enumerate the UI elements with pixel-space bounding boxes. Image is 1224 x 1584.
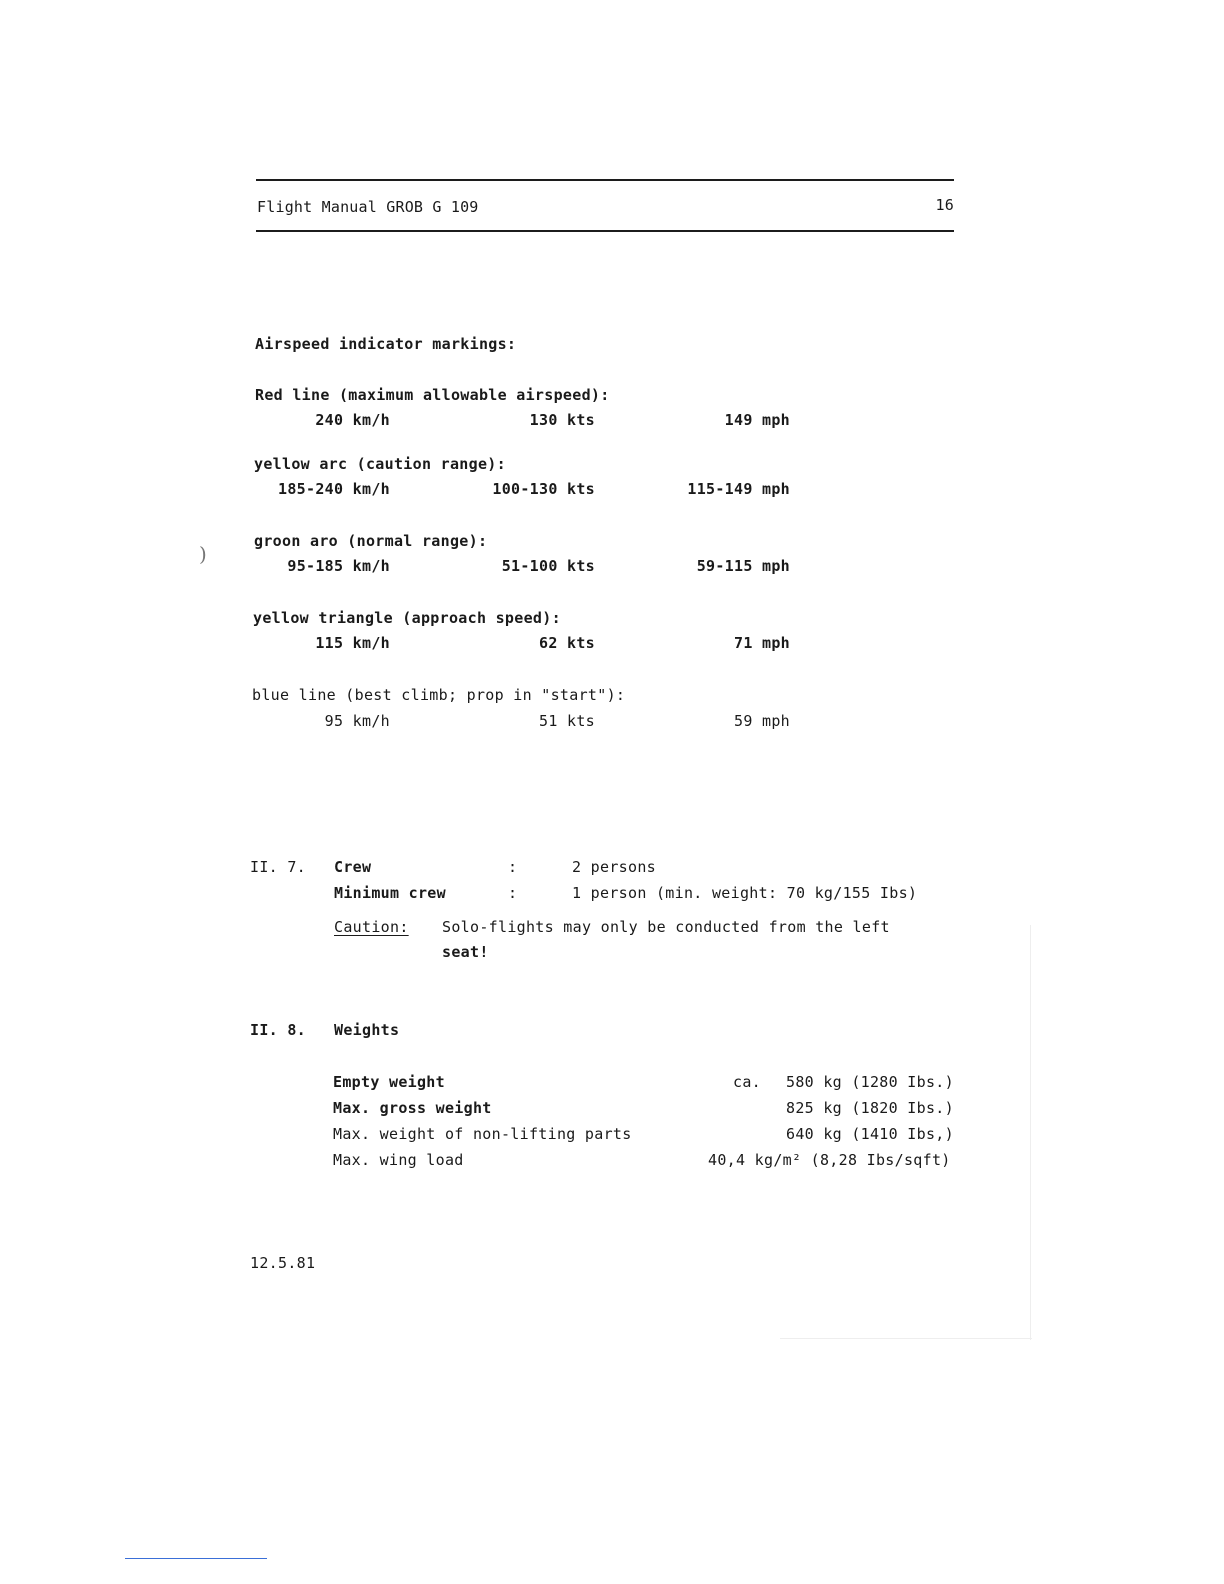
weight-value: 40,4 kg/m² (8,28 Ibs/sqft) — [708, 1151, 951, 1169]
page-number: 16 — [935, 196, 954, 214]
header-bottom-rule — [256, 230, 954, 232]
crew-value: 2 persons — [572, 858, 656, 876]
weight-label: Max. wing load — [333, 1151, 464, 1169]
weight-value: 640 kg (1410 Ibs,) — [786, 1125, 954, 1143]
airspeed-kts: 51-100 kts — [501, 557, 595, 575]
weight-label: Max. gross weight — [333, 1099, 492, 1117]
footer-date: 12.5.81 — [250, 1254, 316, 1272]
weights-heading: Weights — [334, 1021, 400, 1039]
airspeed-group-label: yellow arc (caution range): — [254, 455, 506, 473]
airspeed-mph: 149 mph — [724, 411, 790, 429]
caution-label: Caution: — [334, 918, 409, 936]
airspeed-kmh: 95-185 km/h — [287, 557, 390, 575]
minimum-crew-label: Minimum crew — [334, 884, 446, 902]
airspeed-kmh: 185-240 km/h — [278, 480, 390, 498]
crew-colon: : — [508, 858, 518, 876]
weight-label: Max. weight of non-lifting parts — [333, 1125, 632, 1143]
header-top-rule — [256, 179, 954, 181]
airspeed-mph: 59-115 mph — [696, 557, 790, 575]
airspeed-kmh: 240 km/h — [315, 411, 390, 429]
minimum-crew-colon: : — [508, 884, 518, 902]
header-title: Flight Manual GROB G 109 — [257, 198, 479, 216]
caution-text-line2: seat! — [442, 943, 489, 961]
weight-value: 580 kg (1280 Ibs.) — [786, 1073, 954, 1091]
scan-bottom-rule — [125, 1558, 267, 1559]
scan-bracket-mark: ) — [199, 542, 207, 566]
airspeed-group-label: Red line (maximum allowable airspeed): — [255, 386, 610, 404]
caution-text-line1: Solo-flights may only be conducted from the left — [442, 918, 890, 936]
airspeed-kmh: 95 km/h — [324, 712, 390, 730]
airspeed-heading: Airspeed indicator markings: — [255, 335, 517, 353]
airspeed-group-label: groon aro (normal range): — [254, 532, 488, 550]
weight-value: 825 kg (1820 Ibs.) — [786, 1099, 954, 1117]
airspeed-group-label: yellow triangle (approach speed): — [253, 609, 561, 627]
scan-edge-line — [780, 1338, 1032, 1339]
section-number: II. 7. — [250, 858, 306, 876]
weight-label: Empty weight — [333, 1073, 445, 1091]
airspeed-kts: 100-130 kts — [492, 480, 595, 498]
scan-edge-line — [1030, 925, 1031, 1340]
airspeed-mph: 115-149 mph — [687, 480, 790, 498]
airspeed-kts: 51 kts — [539, 712, 595, 730]
weight-prefix: ca. — [733, 1073, 761, 1091]
airspeed-mph: 71 mph — [734, 634, 790, 652]
airspeed-kts: 62 kts — [539, 634, 595, 652]
airspeed-kts: 130 kts — [529, 411, 595, 429]
airspeed-kmh: 115 km/h — [315, 634, 390, 652]
crew-label: Crew — [334, 858, 372, 876]
airspeed-group-label: blue line (best climb; prop in "start"): — [252, 686, 626, 704]
section-number: II. 8. — [250, 1021, 306, 1039]
airspeed-mph: 59 mph — [734, 712, 790, 730]
minimum-crew-value: 1 person (min. weight: 70 kg/155 Ibs) — [572, 884, 918, 902]
